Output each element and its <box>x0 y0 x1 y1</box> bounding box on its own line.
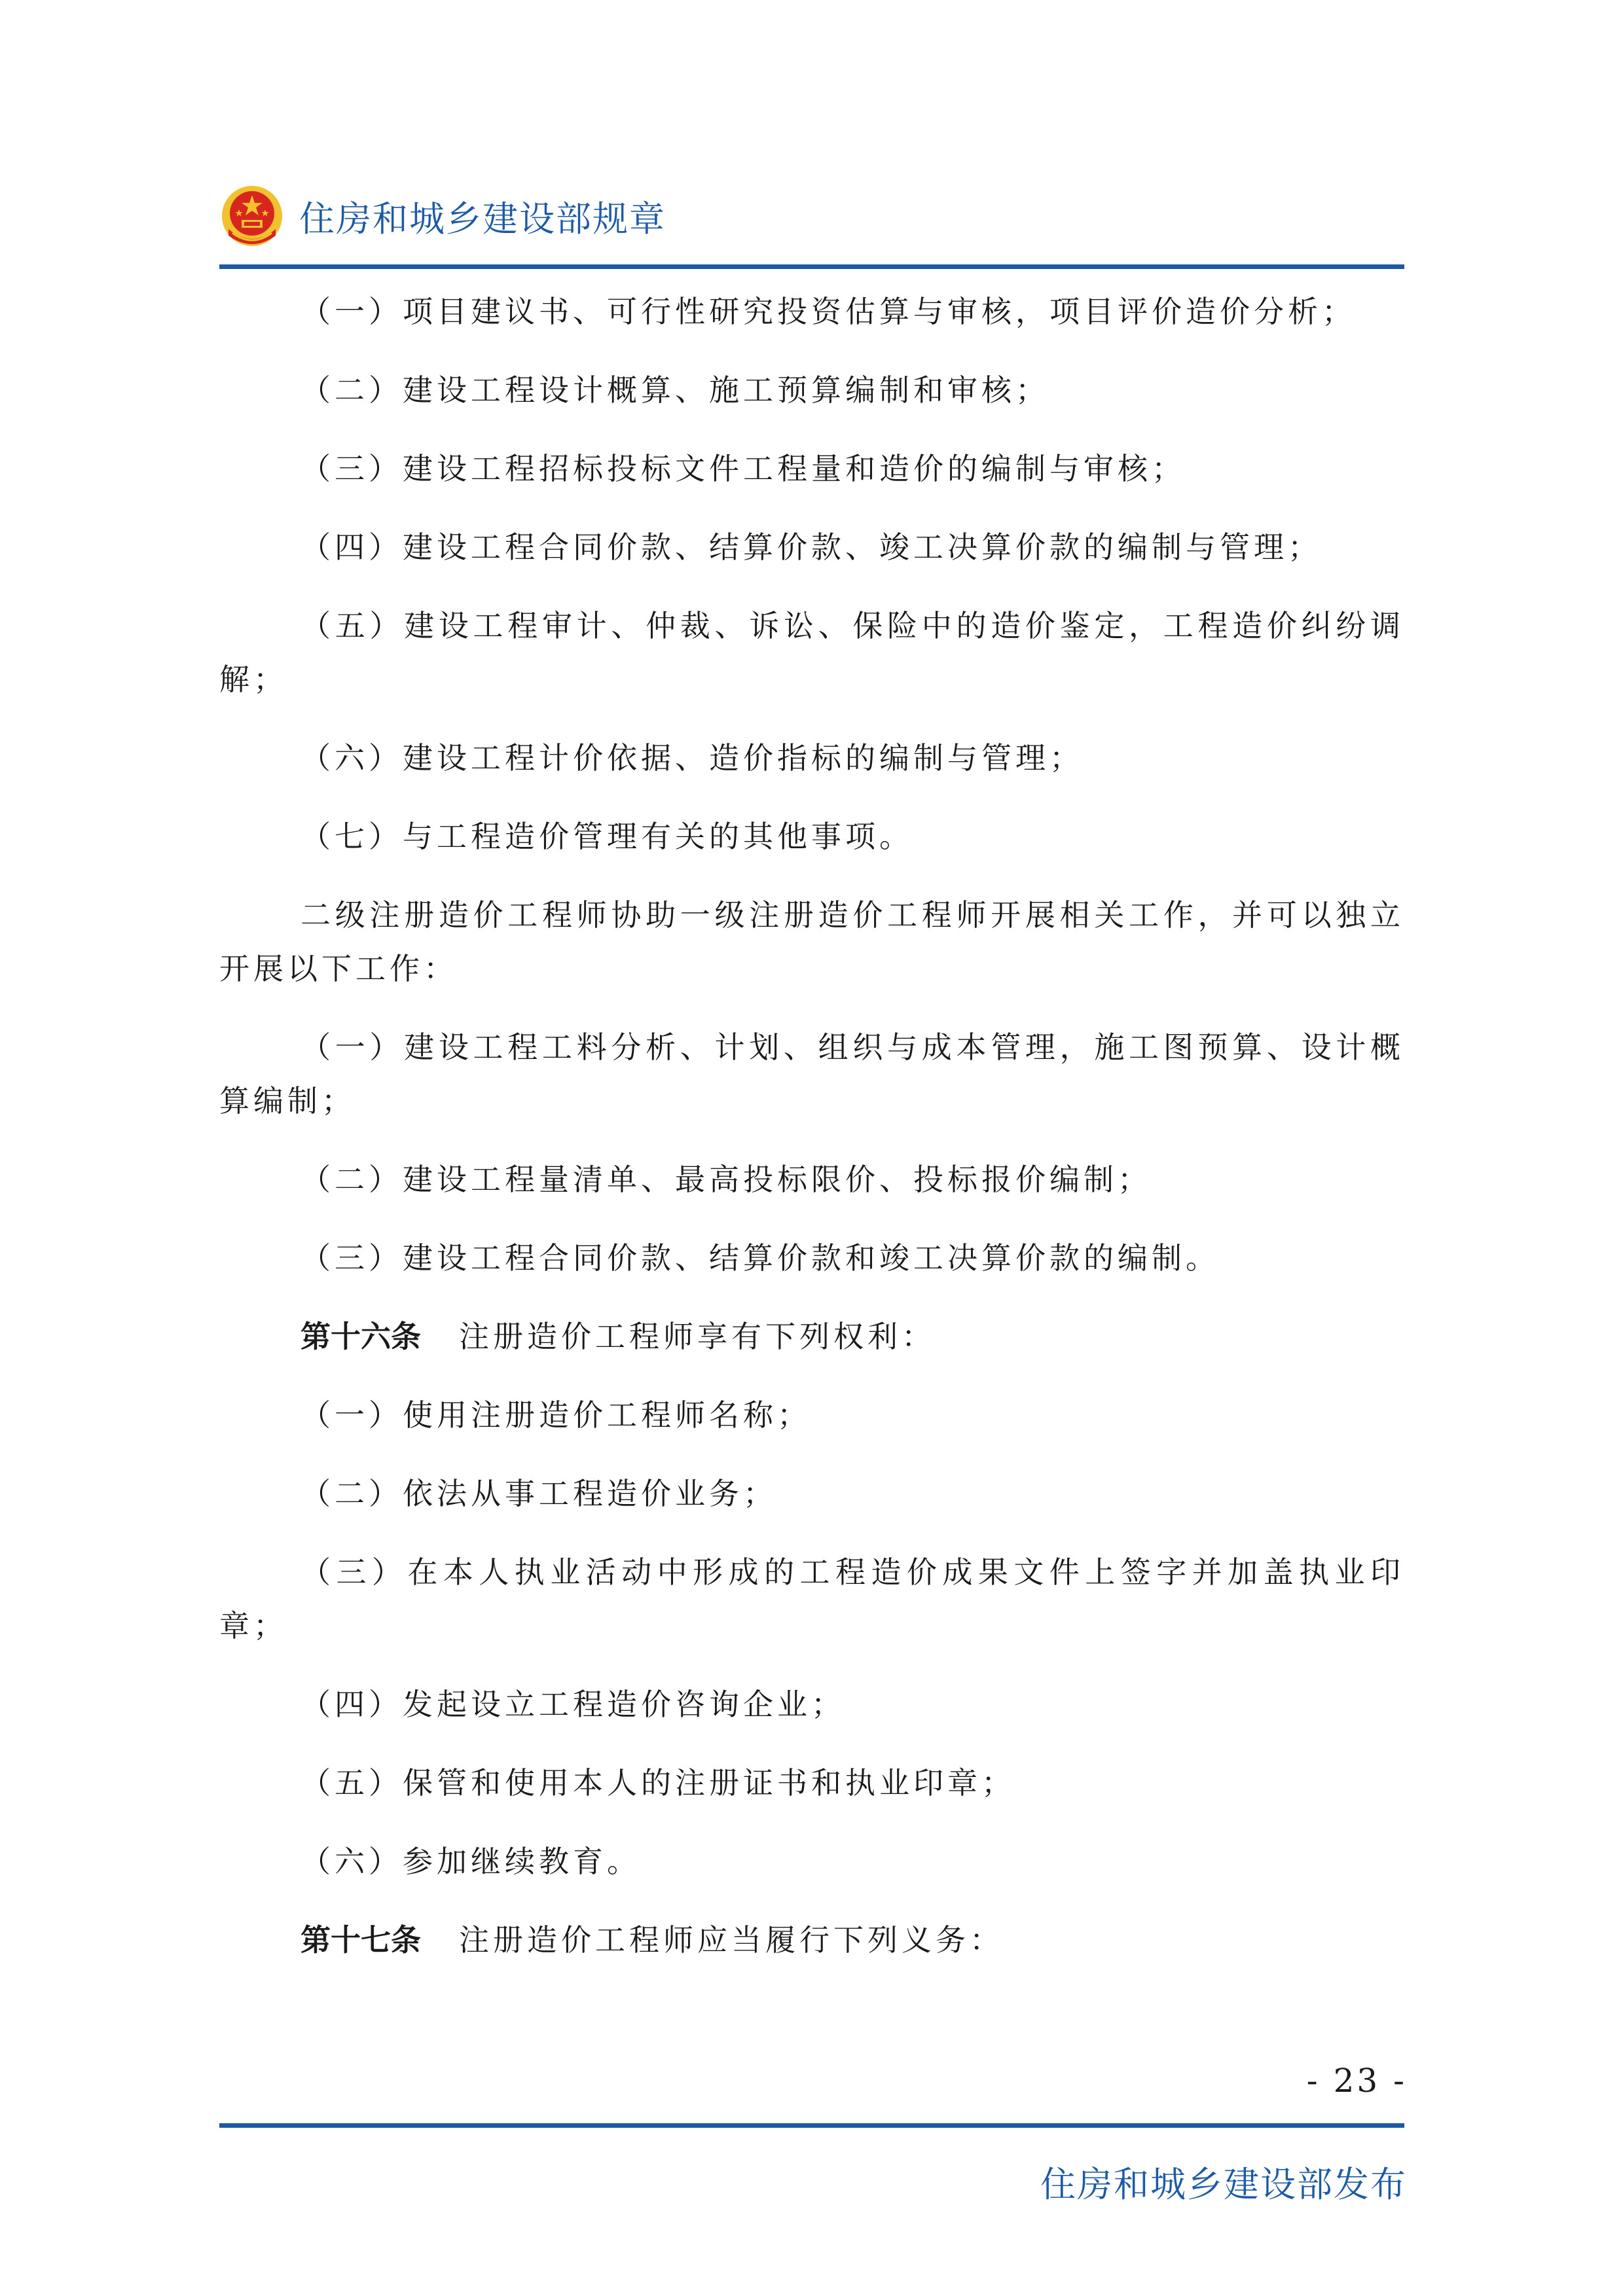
article-16-heading: 第十六条 <box>301 1319 421 1354</box>
rights-item: （六）参加继续教育。 <box>301 1844 641 1879</box>
article-17-text: 注册造价工程师应当履行下列义务： <box>459 1922 1004 1958</box>
document-body <box>219 285 1404 1992</box>
paragraph: （一）建设工程工料分析、计划、组织与成本管理，施工图预算、设计概算编制； <box>219 1030 1404 1119</box>
rights-item: （三）在本人执业活动中形成的工程造价成果文件上签字并加盖执业印章； <box>219 1554 1404 1643</box>
paragraph: （二）建设工程设计概算、施工预算编制和审核； <box>301 372 1049 408</box>
footer-divider <box>219 2123 1404 2128</box>
paragraph: （三）建设工程合同价款、结算价款和竣工决算价款的编制。 <box>301 1240 1220 1276</box>
rights-item: （一）使用注册造价工程师名称； <box>301 1397 811 1433</box>
header-title: 住房和城乡建设部规章 <box>299 198 666 240</box>
article-17 <box>219 1913 1404 1967</box>
paragraph: （五）建设工程审计、仲裁、诉讼、保险中的造价鉴定，工程造价纠纷调解； <box>219 608 1404 697</box>
rights-item: （二）依法从事工程造价业务； <box>301 1476 777 1511</box>
paragraph: （六）建设工程计价依据、造价指标的编制与管理； <box>301 740 1084 776</box>
paragraph: （二）建设工程量清单、最高投标限价、投标报价编制； <box>301 1162 1152 1197</box>
rights-item: （五）保管和使用本人的注册证书和执业印章； <box>301 1765 1015 1801</box>
national-emblem-icon <box>219 183 285 249</box>
rights-item: （四）发起设立工程造价咨询企业； <box>301 1687 845 1722</box>
paragraph: （一）项目建议书、可行性研究投资估算与审核，项目评价造价分析； <box>301 294 1356 329</box>
paragraph: （四）建设工程合同价款、结算价款、竣工决算价款的编制与管理； <box>301 529 1322 565</box>
article-16-text: 注册造价工程师享有下列权利： <box>459 1319 936 1354</box>
page-number: - 23 - <box>1306 2062 1407 2100</box>
page-header <box>219 177 666 255</box>
paragraph: （七）与工程造价管理有关的其他事项。 <box>301 819 913 854</box>
header-divider <box>219 264 1404 269</box>
footer-publisher: 住房和城乡建设部发布 <box>1040 2164 1407 2205</box>
article-16 <box>219 1310 1404 1363</box>
paragraph: （三）建设工程招标投标文件工程量和造价的编制与审核； <box>301 451 1186 486</box>
article-17-heading: 第十七条 <box>301 1922 421 1958</box>
paragraph: 二级注册造价工程师协助一级注册造价工程师开展相关工作，并可以独立开展以下工作： <box>219 897 1404 986</box>
